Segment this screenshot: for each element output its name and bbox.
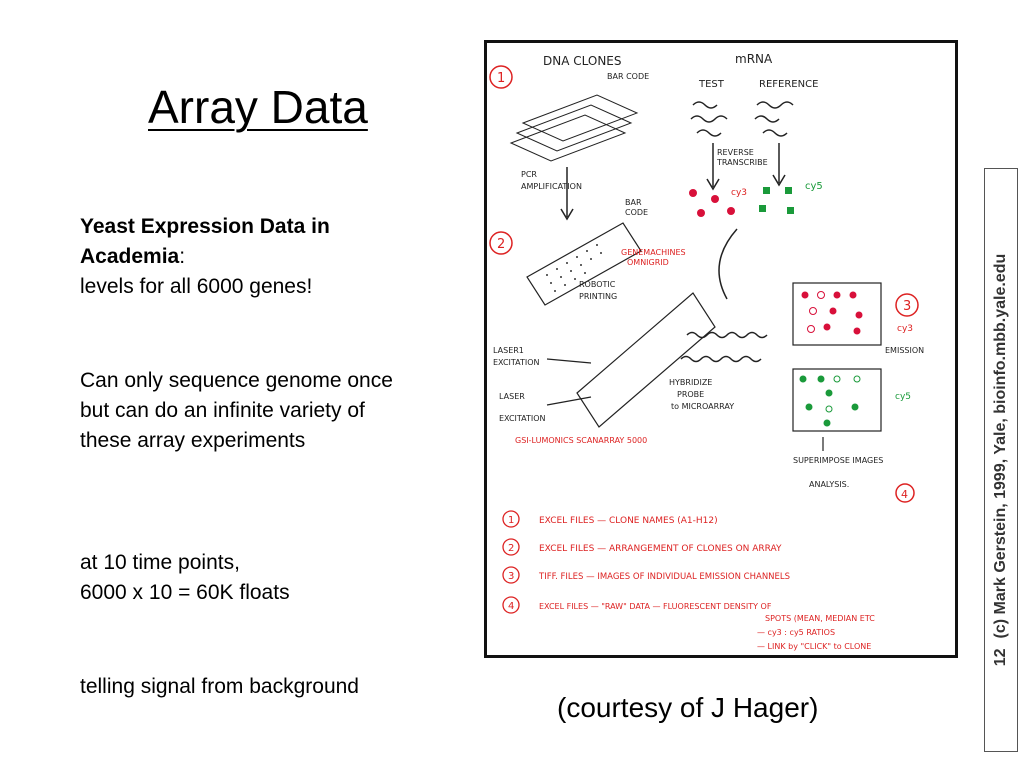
list-item-4c: — cy3 : cy5 RATIOS [757, 628, 836, 637]
list-num-2: 2 [508, 543, 515, 554]
diagram-svg [487, 43, 955, 655]
figure-caption: (courtesy of J Hager) [557, 692, 819, 723]
cy3-open-spots [808, 292, 825, 333]
step3-number: 3 [903, 299, 912, 314]
reverse-label: REVERSE [717, 148, 754, 157]
hybridize-label: HYBRIDIZE [669, 378, 713, 387]
output-list [503, 511, 875, 651]
page-number: 12 [992, 648, 1009, 667]
to-microarray-label: to MICROARRAY [671, 402, 735, 411]
signal-paragraph: telling signal from background [80, 675, 359, 698]
list-item-2: EXCEL FILES — ARRANGEMENT OF CLONES ON ARRAY [539, 544, 782, 554]
cy5-cdna [759, 187, 794, 214]
excitation2-label: EXCITATION [499, 414, 546, 423]
laser2-label: LASER [499, 392, 525, 401]
laser1-arrow [547, 359, 591, 363]
printing-label: PRINTING [579, 292, 618, 301]
pcr-label: PCR [521, 170, 537, 179]
list-item-1: EXCEL FILES — CLONE NAMES (A1-H12) [539, 516, 718, 526]
bar-code-label-1: BAR CODE [607, 72, 650, 81]
time-points-line: at 10 time points, [80, 551, 240, 574]
gsi-label: GSI-LUMONICS SCANARRAY 5000 [515, 436, 648, 445]
excitation1-label: EXCITATION [493, 358, 540, 367]
list-item-4d: — LINK by "CLICK" to CLONE [757, 642, 872, 651]
microarray-diagram [484, 40, 958, 658]
dna-clones-label: DNA CLONES [543, 54, 622, 68]
side-banner [984, 168, 1018, 752]
levels-line: levels for all 6000 genes! [80, 275, 313, 298]
cy3-label-panel: cy3 [897, 324, 914, 334]
list-num-1: 1 [508, 515, 515, 526]
list-item-4b: SPOTS (MEAN, MEDIAN ETC [765, 614, 875, 623]
list-item-3: TIFF. FILES — IMAGES OF INDIVIDUAL EMISSION CHANNELS [539, 572, 791, 582]
list-item-4a: EXCEL FILES — "RAW" DATA — FLUORESCENT DENSITY OF [539, 602, 772, 611]
step2-number: 2 [497, 237, 506, 252]
superimpose-label: SUPERIMPOSE IMAGES [793, 456, 884, 465]
timepoints-block [80, 548, 410, 608]
clone-plates [511, 95, 637, 161]
test-label: TEST [699, 79, 724, 90]
subtitle-block [80, 212, 410, 302]
mrna-label: mRNA [735, 52, 773, 66]
cy5-label-panel: cy5 [895, 392, 912, 402]
step1-number: 1 [497, 71, 506, 86]
cy3-label-top: cy3 [731, 188, 748, 198]
cy5-spots [800, 376, 859, 427]
cy5-label-top: cy5 [805, 181, 823, 192]
bar-label: BAR [625, 198, 642, 207]
genome-paragraph: Can only sequence genome once but can do an infinite variety of these array experiments [80, 369, 393, 452]
list-num-3: 3 [508, 571, 515, 582]
amplification-label: AMPLIFICATION [521, 182, 582, 191]
reference-label: REFERENCE [759, 79, 819, 90]
list-num-4: 4 [508, 601, 515, 612]
transcribe-label: TRANSCRIBE [717, 158, 768, 167]
floats-line: 6000 x 10 = 60K floats [80, 581, 290, 604]
slide-title: Array Data [148, 81, 368, 133]
subtitle-bold: Yeast Expression Data in Academia [80, 215, 330, 268]
arrow-probe [719, 229, 737, 299]
code-label: CODE [625, 208, 649, 217]
probe-label: PROBE [677, 390, 705, 399]
analysis-label: ANALYSIS. [809, 480, 850, 489]
side-banner-text [992, 254, 1010, 667]
omnigrid-label: OMNIGRID [627, 258, 669, 267]
genemachines-label: GENEMACHINES [621, 248, 686, 257]
emission-label: EMISSION [885, 346, 925, 355]
subtitle-colon: : [179, 245, 186, 268]
mrna-squiggles [691, 102, 793, 136]
emission-waves [681, 333, 767, 362]
laser1-label: LASER1 [493, 346, 524, 355]
robotic-label: ROBOTIC [579, 280, 616, 289]
copyright-text: (c) Mark Gerstein, 1999, Yale, bioinfo.mbb.yale.edu [992, 253, 1009, 639]
cy3-cdna [689, 189, 735, 217]
step4-number: 4 [901, 488, 908, 501]
